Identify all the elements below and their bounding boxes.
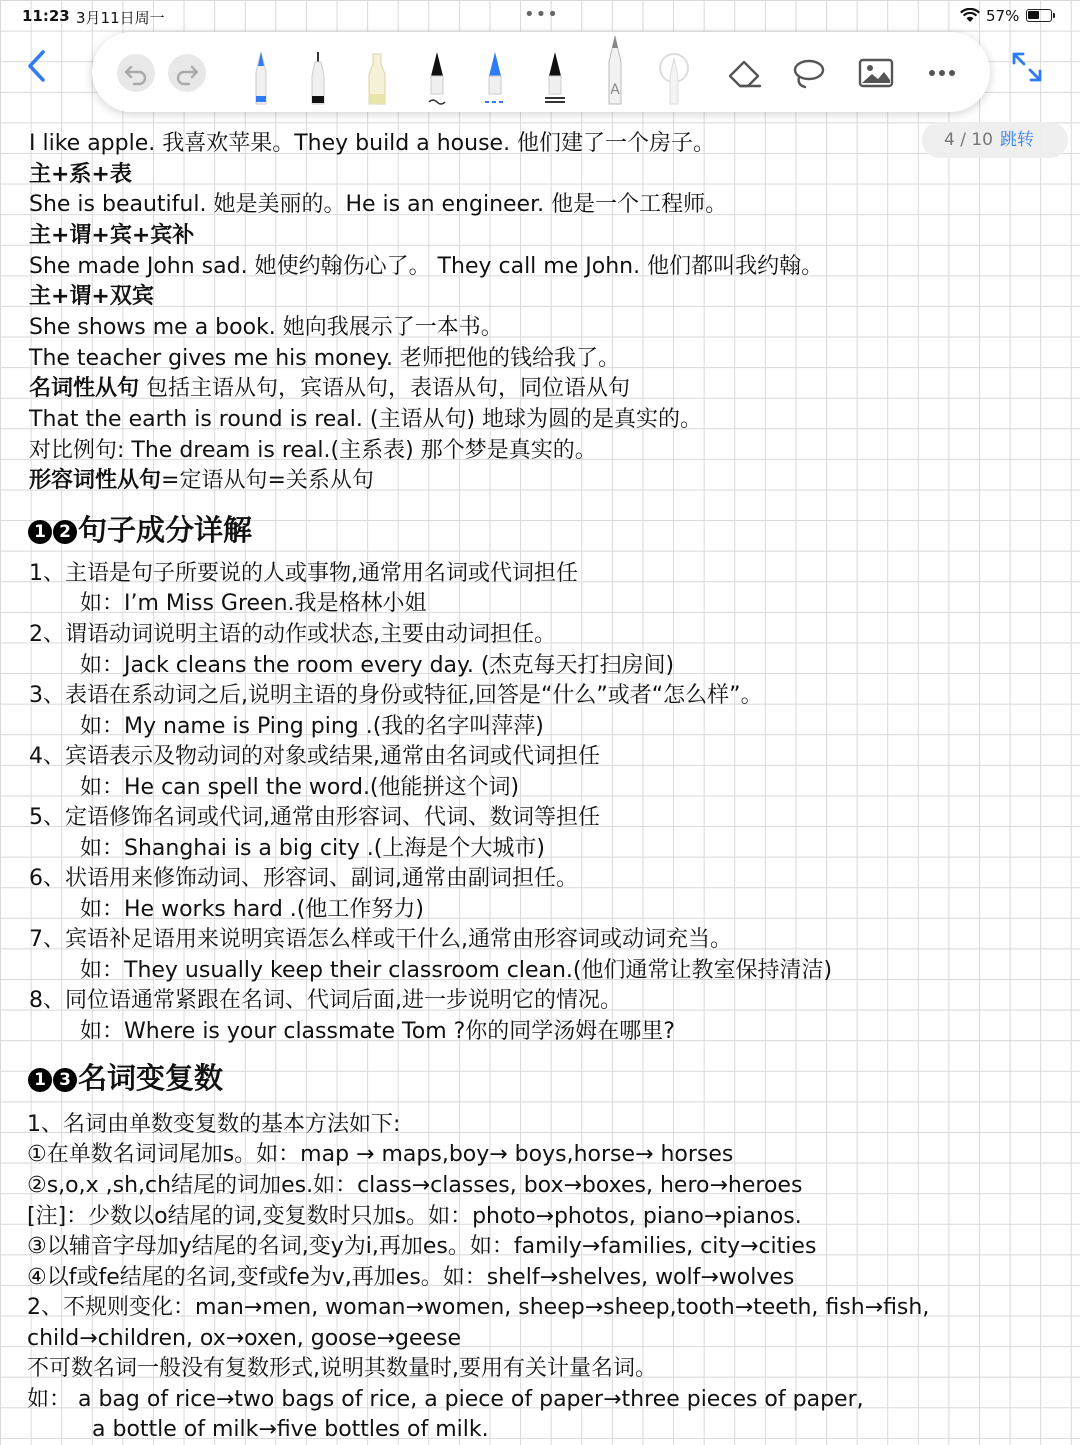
rule-line: ①在单数名词词尾加s。如：map → maps,boy→ boys,horse→ horses — [27, 1142, 734, 1167]
noun-clause-label: 名词性从句 — [29, 376, 140, 401]
list-example: 如：My name is Ping ping .(我的名字叫萍萍) — [80, 714, 544, 739]
battery-icon — [1026, 9, 1052, 22]
brush-pen-icon[interactable] — [540, 32, 570, 112]
list-item: 5、定语修饰名词或代词,通常由形容词、代词、数词等担任 — [29, 805, 600, 830]
battery-percent: 57% — [986, 7, 1020, 25]
marker-icon[interactable] — [422, 32, 452, 112]
redo-button[interactable] — [168, 54, 206, 92]
svg-text:A: A — [610, 82, 620, 98]
section-heading — [28, 510, 252, 550]
list-item: 6、状语用来修饰动词、形容词、副词,通常由副词担任。 — [29, 866, 578, 891]
section-heading — [28, 1058, 223, 1098]
list-example: 如：Where is your classmate Tom ?你的同学汤姆在哪里? — [80, 1019, 675, 1044]
rule-line: 如： a bag of rice→two bags of rice, a piece of paper→three pieces of paper, — [27, 1387, 864, 1412]
heading-number-badge: 1 — [28, 1068, 52, 1092]
more-icon[interactable] — [922, 32, 962, 112]
list-item: 2、谓语动词说明主语的动作或状态,主要由动词担任。 — [29, 622, 556, 647]
image-icon[interactable] — [856, 32, 896, 112]
note-line: She shows me a book. 她向我展示了一本书。 — [29, 315, 503, 340]
note-line: She made John sad. 她使约翰伤心了。 They call me John. 他们都叫我约翰。 — [29, 254, 824, 279]
list-item: 7、宾语补足语用来说明宾语怎么样或干什么,通常由形容词或动词充当。 — [29, 927, 732, 952]
rule-line: child→children, ox→oxen, goose→geese — [27, 1326, 462, 1351]
laser-pointer-icon[interactable] — [652, 32, 696, 112]
pencil-icon[interactable] — [600, 32, 630, 112]
multitasking-dots-icon[interactable]: ••• — [524, 4, 559, 25]
heading-number-badge: 2 — [53, 520, 77, 544]
rule-line: 2、不规则变化：man→men, woman→women, sheep→sheep,tooth→teeth, fish→fish, — [27, 1295, 930, 1320]
note-line: The teacher gives me his money. 老师把他的钱给我了。 — [29, 346, 620, 371]
expand-icon[interactable] — [1010, 50, 1044, 84]
heading-number-badge: 1 — [28, 520, 52, 544]
rule-line: a bottle of milk→five bottles of milk. — [92, 1417, 489, 1442]
note-line: That the earth is round is real. (主语从句) 地球为圆的是真实的。 — [29, 407, 703, 432]
undo-button[interactable] — [117, 54, 155, 92]
list-example: 如：I’m Miss Green.我是格林小姐 — [80, 591, 427, 616]
section-title: 名词变复数 — [78, 1061, 224, 1095]
pattern-heading: 主+系+表 — [29, 162, 132, 187]
page-indicator — [922, 122, 1068, 158]
noun-clause-desc: 包括主语从句，宾语从句，表语从句，同位语从句 — [139, 376, 631, 401]
jump-button[interactable]: 跳转 — [1000, 130, 1034, 150]
status-time: 11:23 — [22, 7, 70, 25]
note-line: I like apple. 我喜欢苹果。They build a house. 他们建了一个房子。 — [29, 131, 716, 156]
page-number: 4 / 10 — [944, 130, 993, 150]
adj-clause-desc: =定语从句=关系从句 — [161, 468, 374, 493]
note-line: 对比例句: The dream is real.(主系表) 那个梦是真实的。 — [29, 438, 597, 463]
list-example: 如：They usually keep their classroom clean.(他们通常让教室保持清洁) — [80, 958, 833, 983]
list-item: 8、同位语通常紧跟在名词、代词后面,进一步说明它的情况。 — [29, 988, 622, 1013]
heading-number-badge: 3 — [53, 1068, 77, 1092]
status-date: 3月11日周一 — [76, 9, 165, 27]
rule-line: ②s,o,x ,sh,ch结尾的词加es.如：class→classes, box→boxes, hero→heroes — [27, 1173, 803, 1198]
rule-line: ③以辅音字母加y结尾的名词,变y为i,再加es。如：family→families, city→cities — [27, 1234, 817, 1259]
highlighter-icon[interactable] — [360, 32, 394, 112]
undo-icon — [117, 54, 155, 92]
rule-line: [注]：少数以o结尾的词,变复数时只加s。如：photo→photos, piano→pianos. — [27, 1204, 802, 1229]
status-bar — [0, 0, 1080, 32]
pattern-heading: 主+谓+双宾 — [29, 284, 154, 309]
list-item: 4、宾语表示及物动词的对象或结果,通常由名词或代词担任 — [29, 744, 600, 769]
note-line — [29, 466, 374, 496]
eraser-icon[interactable] — [724, 32, 764, 112]
rule-line: 1、名词由单数变复数的基本方法如下: — [27, 1112, 401, 1137]
lasso-icon[interactable] — [789, 32, 829, 112]
rule-line: ④以f或fe结尾的名词,变f或fe为v,再加es。如：shelf→shelves, wolf→wolves — [27, 1265, 795, 1290]
fountain-pen-icon[interactable] — [246, 32, 276, 112]
list-item: 3、表语在系动词之后,说明主语的身份或特征,回答是“什么”或者“怎么样”。 — [29, 683, 763, 708]
list-example: 如：Jack cleans the room every day. (杰克每天打扫房间) — [80, 653, 675, 678]
list-item: 1、主语是句子所要说的人或事物,通常用名词或代词担任 — [29, 561, 578, 586]
list-example: 如：He works hard .(他工作努力) — [80, 897, 424, 922]
section-title: 句子成分详解 — [78, 513, 253, 547]
pattern-heading: 主+谓+宾+宾补 — [29, 223, 195, 248]
back-chevron-icon[interactable] — [20, 46, 56, 86]
note-line — [29, 374, 630, 404]
fineliner-icon[interactable] — [303, 32, 333, 112]
adj-clause-label: 形容词性从句 — [29, 468, 162, 493]
dashed-pen-icon[interactable] — [480, 32, 510, 112]
list-example: 如：He can spell the word.(他能拼这个词) — [80, 775, 520, 800]
redo-icon — [168, 54, 206, 92]
rule-line: 不可数名词一般没有复数形式,说明其数量时,要用有关计量名词。 — [27, 1356, 657, 1381]
note-line: She is beautiful. 她是美丽的。He is an engineer. 他是一个工程师。 — [29, 192, 728, 217]
list-example: 如：Shanghai is a big city .(上海是个大城市) — [80, 836, 545, 861]
wifi-icon — [960, 8, 980, 23]
tool-bar — [92, 32, 990, 112]
